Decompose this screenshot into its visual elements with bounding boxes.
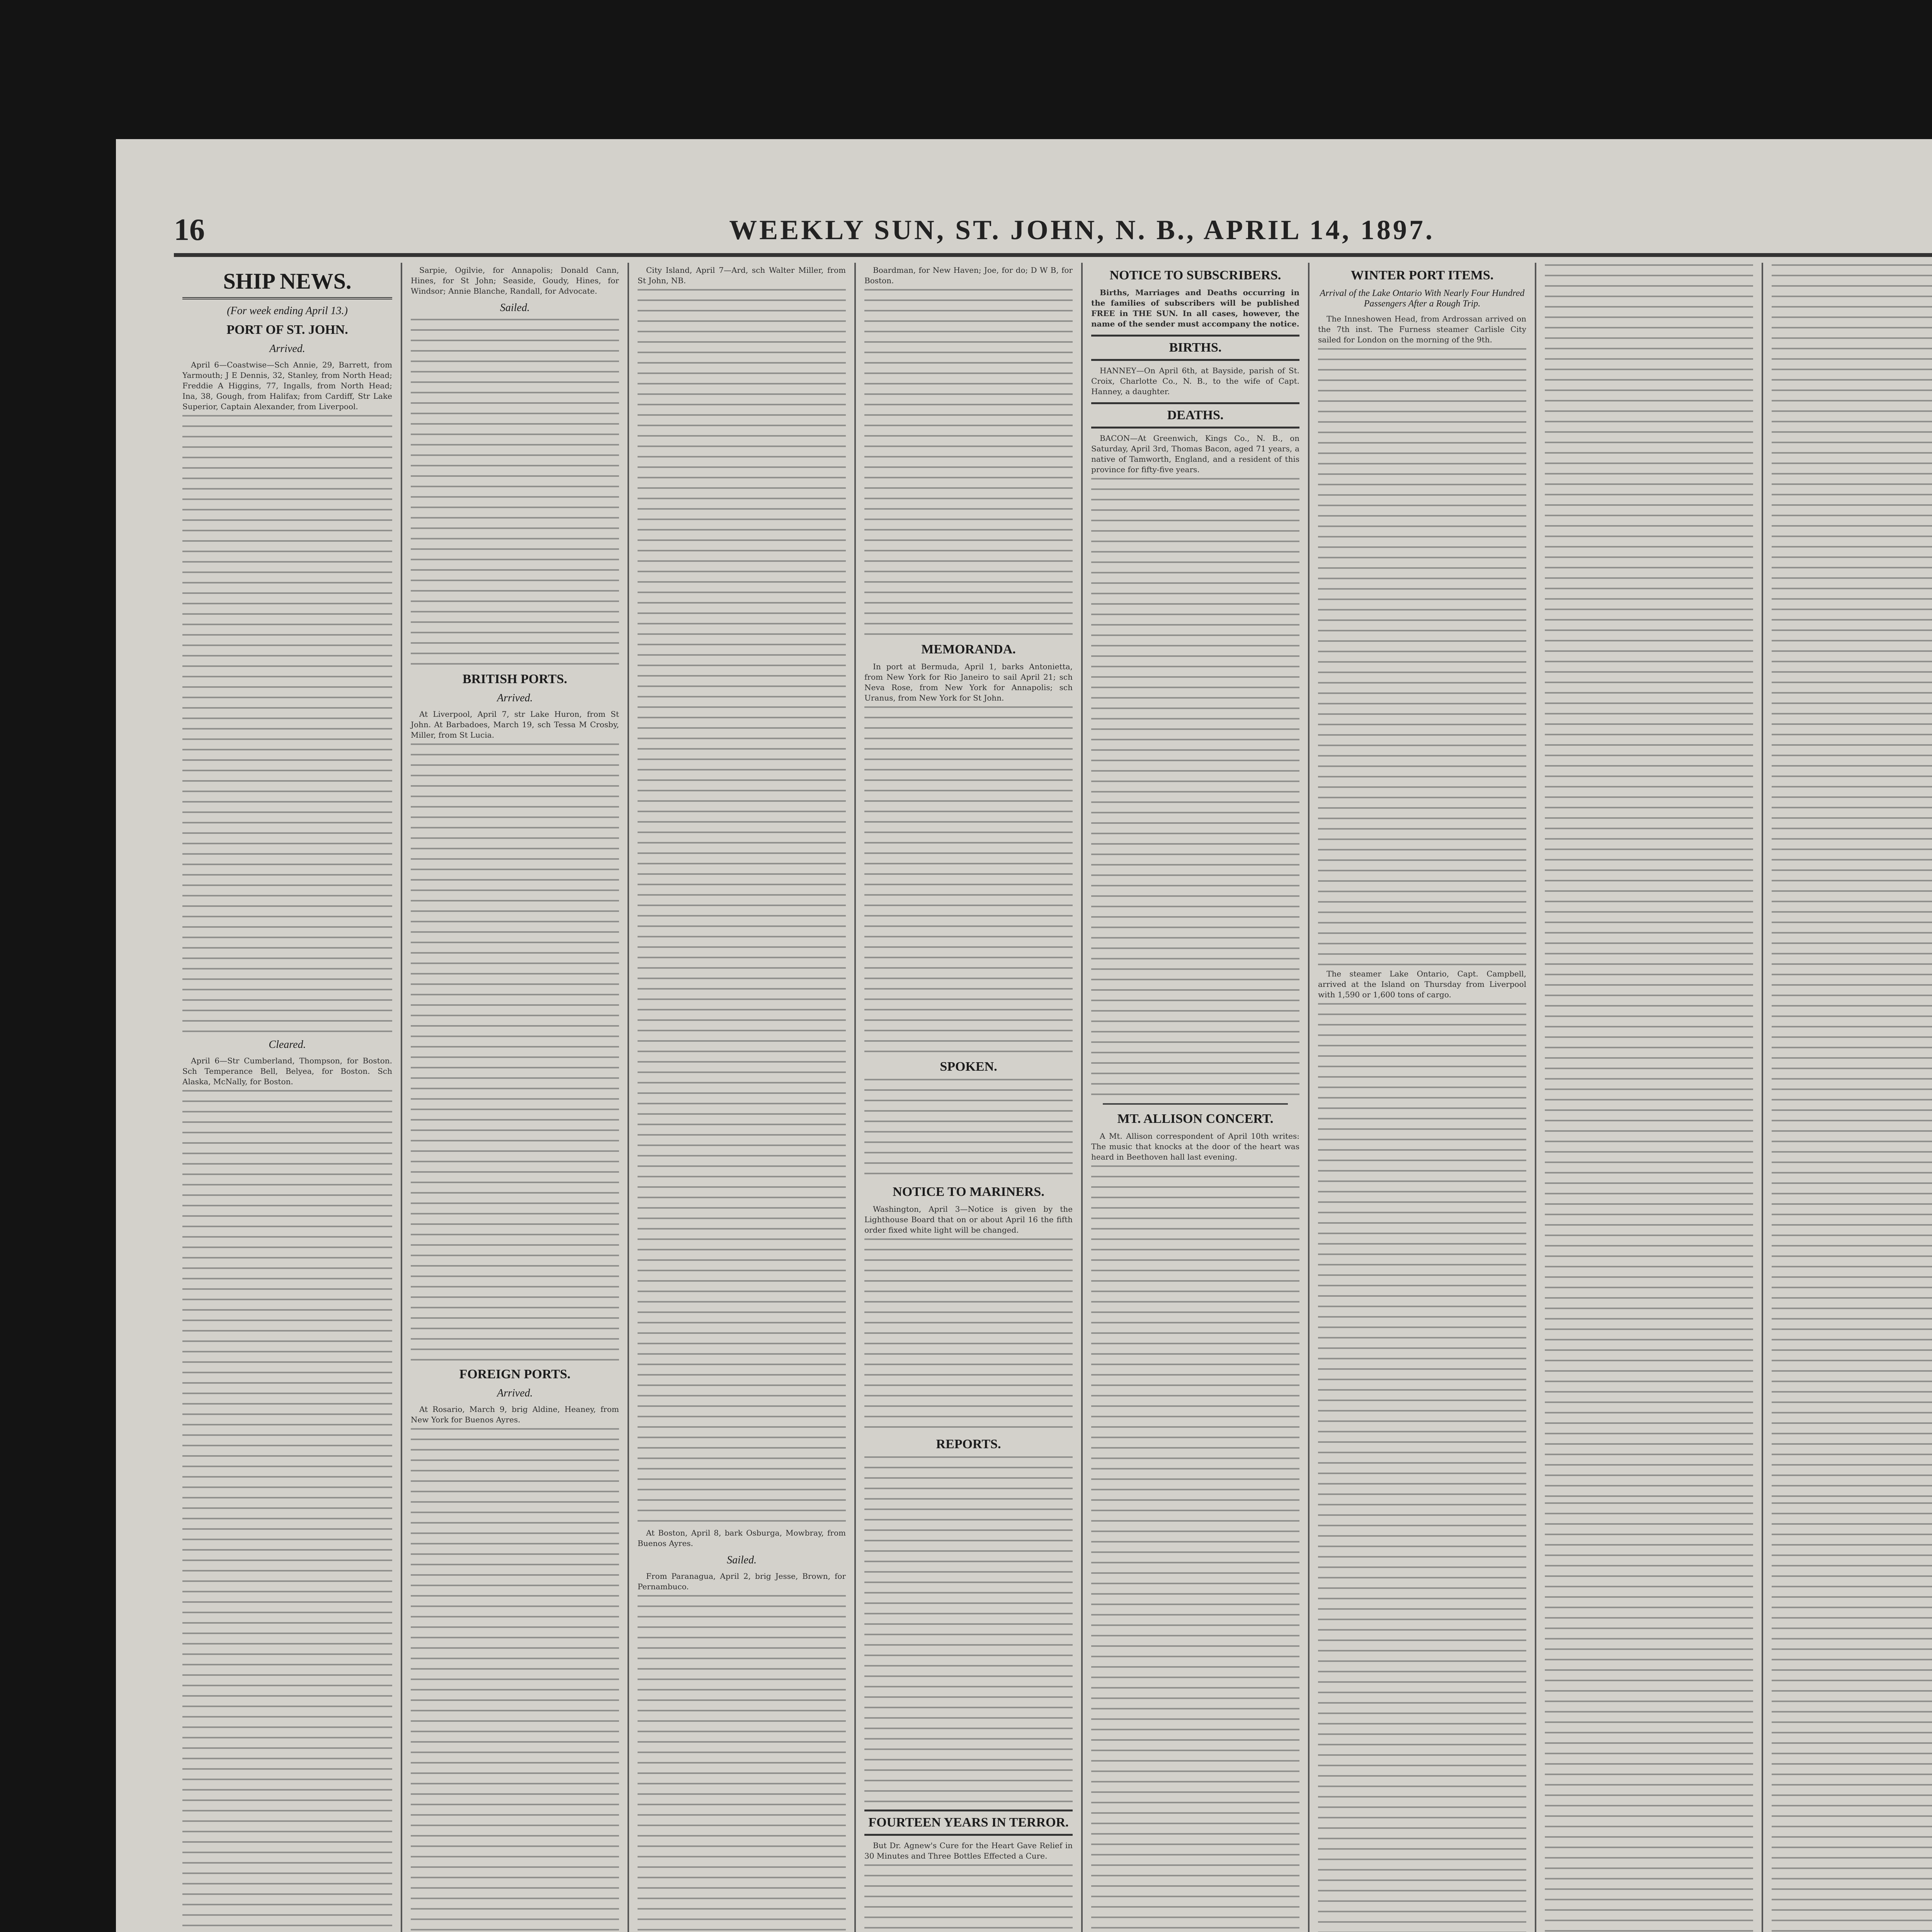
column-6	[1308, 263, 1535, 1932]
article-body	[864, 706, 1073, 1054]
article-body	[182, 415, 392, 1033]
arrived-heading: Arrived.	[269, 343, 305, 355]
article-body	[411, 743, 619, 1362]
fourteen-years-text: But Dr. Agnew's Cure for the Heart Gave Relief in 30 Minutes and Three Bottles Effected a Cure.	[864, 1841, 1073, 1861]
column-text: Boardman, for New Haven; Joe, for do; D W B, for Boston.	[864, 265, 1073, 285]
article-body	[1772, 1502, 1932, 1932]
ship-news-subheading: (For week ending April 13.)	[227, 305, 348, 317]
arrived-heading: Arrived.	[497, 1387, 533, 1399]
concert-text: A Mt. Allison correspondent of April 10th writes: The music that knocks at the door of the heart was heard in Beethoven hall last evening.	[1091, 1131, 1299, 1162]
article-body	[1772, 264, 1932, 1501]
notice-text: Washington, April 3—Notice is given by the Lighthouse Board that on or about April 16 the fifth order fixed white light will be changed.	[864, 1204, 1073, 1235]
column-4	[854, 263, 1081, 1932]
column-text: Sarpie, Ogilvie, for Annapolis; Donald Cann, Hines, for St John; Seaside, Goudy, Hines, for Windsor; Annie Blanche, Randall, for Advocate.	[411, 265, 619, 296]
births-heading: BIRTHS.	[1091, 335, 1299, 361]
column-text: At Liverpool, April 7, str Lake Huron, from St John. At Barbadoes, March 19, sch Tessa M Crosby, Miller, from St Lucia.	[411, 709, 619, 740]
page-number: 16	[174, 213, 205, 247]
article-body	[638, 1595, 846, 1932]
masthead-title: WEEKLY SUN, ST. JOHN, N. B., APRIL 14, 1897.	[729, 214, 1435, 245]
column-7	[1535, 263, 1762, 1932]
winter-port-subheading: Arrival of the Lake Ontario With Nearly Four Hundred Passengers After a Rough Trip.	[1320, 288, 1525, 309]
article-body	[1318, 348, 1526, 966]
column-5	[1081, 263, 1308, 1932]
memoranda-heading: MEMORANDA.	[921, 642, 1016, 656]
column-3	[628, 263, 854, 1932]
column-text: City Island, April 7—Ard, sch Walter Miller, from St John, NB.	[638, 265, 846, 285]
newspaper-page	[116, 139, 1932, 1932]
memoranda-text: In port at Bermuda, April 1, barks Antonietta, from New York for Rio Janeiro to sail April 21; sch Neva Rose, from New York for Annapolis; sch Uranus, from New York for St John.	[864, 662, 1073, 702]
cleared-heading: Cleared.	[269, 1039, 306, 1051]
foreign-ports-heading: FOREIGN PORTS.	[459, 1367, 571, 1381]
reports-heading: REPORTS.	[936, 1437, 1001, 1451]
sailed-heading: Sailed.	[727, 1554, 757, 1566]
winter-port-items-heading: WINTER PORT ITEMS.	[1350, 268, 1494, 282]
article-body	[411, 1428, 619, 1932]
deaths-text: BACON—At Greenwich, Kings Co., N. B., on Saturday, April 3rd, Thomas Bacon, aged 71 years, a native of Tamworth, England, and a resident of this province for fifty-five years.	[1091, 434, 1299, 474]
column-text: At Rosario, March 9, brig Aldine, Heaney, from New York for Buenos Ayres.	[411, 1405, 619, 1424]
columns	[174, 263, 1932, 1932]
article-body	[864, 1079, 1073, 1179]
article-body	[864, 1238, 1073, 1432]
spoken-heading: SPOKEN.	[940, 1060, 997, 1074]
divider	[1103, 1103, 1288, 1105]
notice-to-mariners-heading: NOTICE TO MARINERS.	[893, 1185, 1044, 1199]
column-text: From Paranagua, April 2, brig Jesse, Brown, for Pernambuco.	[638, 1571, 846, 1591]
article-body	[638, 289, 846, 1526]
winter-port-text: The steamer Lake Ontario, Capt. Campbell, arrived at the Island on Thursday from Liverpool with 1,590 or 1,600 tons of cargo.	[1318, 969, 1526, 999]
notice-to-subscribers-text: Births, Marriages and Deaths occurring in the families of subscribers will be published FREE in THE SUN. In all cases, however, the name of the sender must accompany the notice.	[1091, 288, 1299, 328]
mt-allison-concert-heading: MT. ALLISON CONCERT.	[1117, 1112, 1274, 1126]
arrived-text: April 6—Coastwise—Sch Annie, 29, Barrett, from Yarmouth; J E Dennis, 32, Stanley, from North Head; Freddie A Higgins, 77, Ingalls, from North Head; Ina, 38, Gough, from Halifax; from Cardiff, Str Lake Superior, Captain Alexander, from Liverpool.	[182, 360, 392, 411]
cleared-text: April 6—Str Cumberland, Thompson, for Boston. Sch Temperance Bell, Belyea, for Boston. Sch Alaska, McNally, for Boston.	[182, 1056, 392, 1086]
notice-to-subscribers-heading: NOTICE TO SUBSCRIBERS.	[1109, 268, 1281, 282]
column-1	[174, 263, 401, 1932]
article-body	[1091, 478, 1299, 1096]
column-2	[401, 263, 628, 1932]
article-body	[1091, 1165, 1299, 1932]
column-8	[1762, 263, 1932, 1932]
port-of-st-john-heading: PORT OF ST. JOHN.	[226, 323, 348, 337]
article-body	[411, 319, 619, 667]
ship-news-heading: SHIP NEWS.	[182, 268, 392, 299]
sailed-heading: Sailed.	[500, 302, 530, 314]
article-body	[182, 1090, 392, 1932]
arrived-heading: Arrived.	[497, 692, 533, 704]
column-text: At Boston, April 8, bark Osburga, Mowbray, from Buenos Ayres.	[638, 1528, 846, 1548]
winter-port-text: The Inneshowen Head, from Ardrossan arrived on the 7th inst. The Furness steamer Carlisle City sailed for London on the morning of the 9th.	[1318, 314, 1526, 344]
fourteen-years-heading: FOURTEEN YEARS IN TERROR.	[864, 1810, 1073, 1836]
article-body	[1545, 1502, 1753, 1932]
article-body	[864, 289, 1073, 637]
masthead	[174, 207, 1932, 257]
article-body	[1545, 264, 1753, 1501]
british-ports-heading: BRITISH PORTS.	[463, 672, 567, 686]
article-body	[1318, 1003, 1526, 1932]
deaths-heading: DEATHS.	[1091, 402, 1299, 429]
article-body	[864, 1456, 1073, 1804]
article-body	[864, 1864, 1073, 1932]
births-text: HANNEY—On April 6th, at Bayside, parish of St. Croix, Charlotte Co., N. B., to the wife of Capt. Hanney, a daughter.	[1091, 366, 1299, 396]
